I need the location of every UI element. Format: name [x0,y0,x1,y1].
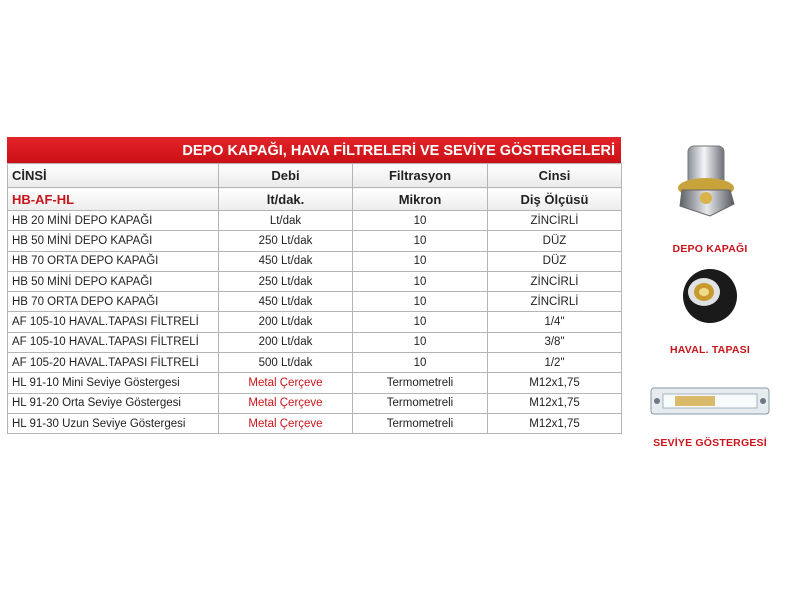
header-debi: Debi [219,164,353,188]
cell-debi: 250 Lt/dak [219,271,353,291]
cell-filtrasyon: 10 [353,312,488,332]
table-row [8,353,622,373]
cell-name: HB 50 MİNİ DEPO KAPAĞI [8,231,219,251]
cell-debi: 200 Lt/dak [219,312,353,332]
cell-thread: 1/2" [488,353,622,373]
cell-debi: 500 Lt/dak [219,353,353,373]
spec-table [7,163,622,434]
table-row [8,393,622,413]
cell-thread: 3/8" [488,332,622,352]
cell-filtrasyon: Termometreli [353,373,488,393]
product-seviye-gostergesi [640,382,780,449]
cell-filtrasyon: 10 [353,211,488,231]
subheader-mikron: Mikron [353,188,488,211]
product-haval-tapasi [660,262,760,356]
cell-debi: Metal Çerçeve [219,413,353,433]
cell-thread: DÜZ [488,251,622,271]
table-row [8,251,622,271]
cell-thread: M12x1,75 [488,393,622,413]
label-depo-kapagi: DEPO KAPAĞI [672,243,748,255]
table-row [8,413,622,433]
cell-debi: 250 Lt/dak [219,231,353,251]
cell-debi: Lt/dak [219,211,353,231]
cell-filtrasyon: 10 [353,292,488,312]
cell-filtrasyon: Termometreli [353,393,488,413]
cell-thread: ZİNCİRLİ [488,292,622,312]
header-row [8,164,622,188]
cell-name: HL 91-20 Orta Seviye Göstergesi [8,393,219,413]
cell-filtrasyon: Termometreli [353,413,488,433]
cell-filtrasyon: 10 [353,251,488,271]
cell-thread: M12x1,75 [488,413,622,433]
cell-name: HB 70 ORTA DEPO KAPAĞI [8,292,219,312]
subheader-row [8,188,622,211]
breather-plug-icon [660,262,760,327]
cell-thread: DÜZ [488,231,622,251]
cell-name: HB 50 MİNİ DEPO KAPAĞI [8,271,219,291]
cell-filtrasyon: 10 [353,231,488,251]
subheader-code: HB-AF-HL [8,188,219,211]
header-cinsi: CİNSİ [8,164,219,188]
table-row [8,271,622,291]
table-row [8,292,622,312]
table-row [8,332,622,352]
cell-name: HL 91-10 Mini Seviye Göstergesi [8,373,219,393]
cell-thread: ZİNCİRLİ [488,271,622,291]
cell-debi: 450 Lt/dak [219,251,353,271]
label-haval-tapasi: HAVAL. TAPASI [670,344,750,356]
product-depo-kapagi [660,140,760,255]
cell-name: HB 20 MİNİ DEPO KAPAĞI [8,211,219,231]
cell-name: AF 105-10 HAVAL.TAPASI FİLTRELİ [8,312,219,332]
cell-thread: M12x1,75 [488,373,622,393]
cell-thread: 1/4" [488,312,622,332]
subheader-unit: lt/dak. [219,188,353,211]
level-gauge-icon [645,382,775,418]
cell-debi: Metal Çerçeve [219,373,353,393]
subheader-thread: Diş Ölçüsü [488,188,622,211]
cell-debi: 450 Lt/dak [219,292,353,312]
table-row [8,211,622,231]
tank-cap-icon [660,140,760,230]
table-row [8,373,622,393]
cell-filtrasyon: 10 [353,332,488,352]
header-cinsi-2: Cinsi [488,164,622,188]
table-title: DEPO KAPAĞI, HAVA FİLTRELERİ VE SEVİYE GÖSTERGELERİ [7,137,621,163]
table-row [8,231,622,251]
product-table [7,137,621,434]
cell-name: HL 91-30 Uzun Seviye Göstergesi [8,413,219,433]
cell-debi: Metal Çerçeve [219,393,353,413]
label-seviye-gostergesi: SEVİYE GÖSTERGESİ [653,437,767,449]
cell-thread: ZİNCİRLİ [488,211,622,231]
cell-name: AF 105-10 HAVAL.TAPASI FİLTRELİ [8,332,219,352]
cell-filtrasyon: 10 [353,353,488,373]
cell-filtrasyon: 10 [353,271,488,291]
header-filtrasyon: Filtrasyon [353,164,488,188]
table-row [8,312,622,332]
cell-debi: 200 Lt/dak [219,332,353,352]
cell-name: HB 70 ORTA DEPO KAPAĞI [8,251,219,271]
cell-name: AF 105-20 HAVAL.TAPASI FİLTRELİ [8,353,219,373]
